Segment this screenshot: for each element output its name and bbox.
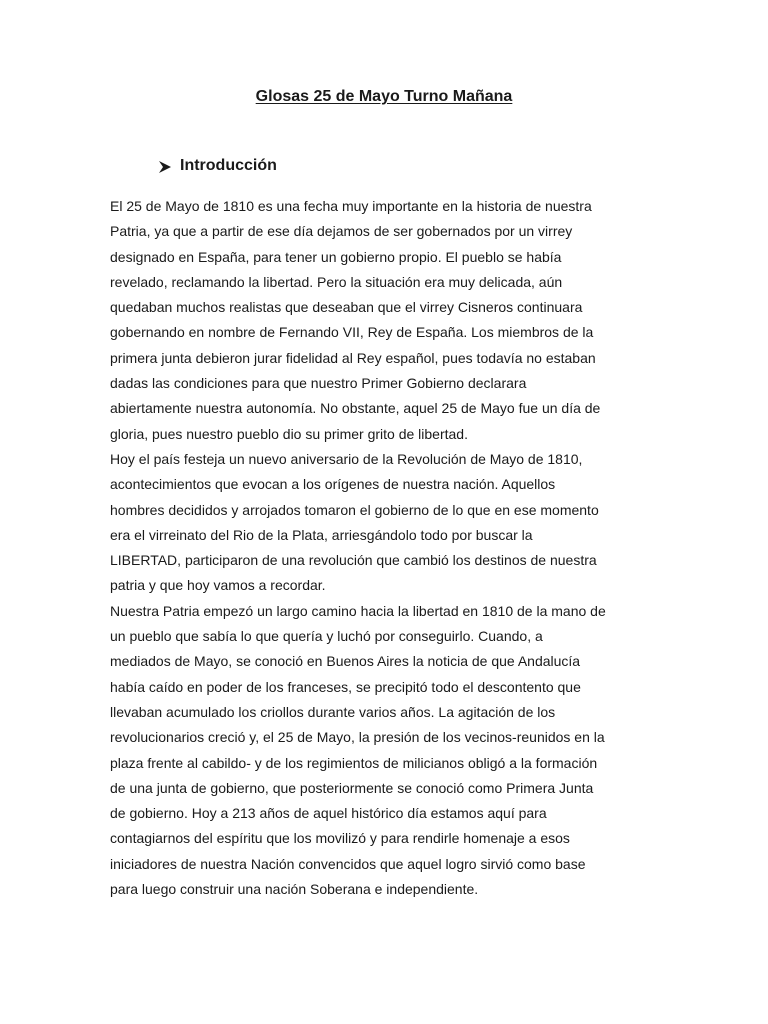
body-line: primera junta debieron jurar fidelidad al Rey español, pues todavía no estaban — [110, 349, 596, 366]
body-line: revolucionarios creció y, el 25 de Mayo, la presión de los vecinos-reunidos en la — [110, 729, 605, 746]
arrowhead-bullet-icon — [158, 159, 172, 173]
body-line: iniciadores de nuestra Nación convencidos que aquel logro sirvió como base — [110, 855, 586, 872]
body-line: Hoy el país festeja un nuevo aniversario de la Revolución de Mayo de 1810, — [110, 450, 583, 467]
body-line: llevaban acumulado los criollos durante varios años. La agitación de los — [110, 703, 556, 720]
body-text — [110, 194, 662, 902]
body-line: contagiarnos del espíritu que los movilizó y para rendirle homenaje a esos — [110, 830, 570, 847]
body-line: mediados de Mayo, se conoció en Buenos Aires la noticia de que Andalucía — [110, 653, 581, 670]
body-line: hombres decididos y arrojados tomaron el gobierno de lo que en ese momento — [110, 501, 599, 518]
body-line: quedaban muchos realistas que deseaban que el virrey Cisneros continuara — [110, 299, 583, 316]
body-line: Patria, ya que a partir de ese día dejamos de ser gobernados por un virrey — [110, 223, 573, 240]
section-heading — [158, 155, 277, 177]
body-line: un pueblo que sabía lo que quería y luchó por conseguirlo. Cuando, a — [110, 628, 543, 645]
body-line: El 25 de Mayo de 1810 es una fecha muy importante en la historia de nuestra — [110, 198, 592, 214]
body-line: dadas las condiciones para que nuestro Primer Gobierno declarara — [110, 375, 527, 392]
body-line: gobernando en nombre de Fernando VII, Rey de España. Los miembros de la — [110, 324, 594, 341]
body-line: había caído en poder de los franceses, se precipitó todo el descontento que — [110, 678, 581, 695]
document-title: Glosas 25 de Mayo Turno Mañana — [255, 88, 513, 105]
body-line: designado en España, para tener un gobierno propio. El pueblo se había — [110, 248, 562, 265]
body-line: de una junta de gobierno, que posteriormente se conoció como Primera Junta — [110, 779, 594, 796]
body-line: gloria, pues nuestro pueblo dio su primer grito de libertad. — [110, 425, 468, 442]
body-line: abiertamente nuestra autonomía. No obstante, aquel 25 de Mayo fue un día de — [110, 400, 601, 417]
body-line: LIBERTAD, participaron de una revolución que cambió los destinos de nuestra — [110, 552, 597, 569]
body-line: Nuestra Patria empezó un largo camino hacia la libertad en 1810 de la mano de — [110, 602, 606, 619]
section-heading-label: Introducción — [180, 157, 277, 174]
body-line: de gobierno. Hoy a 213 años de aquel histórico día estamos aquí para — [110, 805, 547, 822]
body-line: revelado, reclamando la libertad. Pero la situación era muy delicada, aún — [110, 273, 563, 290]
body-line: era el virreinato del Rio de la Plata, arriesgándolo todo por buscar la — [110, 526, 533, 543]
body-line: acontecimientos que evocan a los orígenes de nuestra nación. Aquellos — [110, 476, 556, 493]
body-line: patria y que hoy vamos a recordar. — [110, 577, 326, 594]
body-line: para luego construir una nación Soberana e independiente. — [110, 881, 479, 898]
body-line: plaza frente al cabildo- y de los regimientos de milicianos obligó a la formación — [110, 754, 598, 771]
